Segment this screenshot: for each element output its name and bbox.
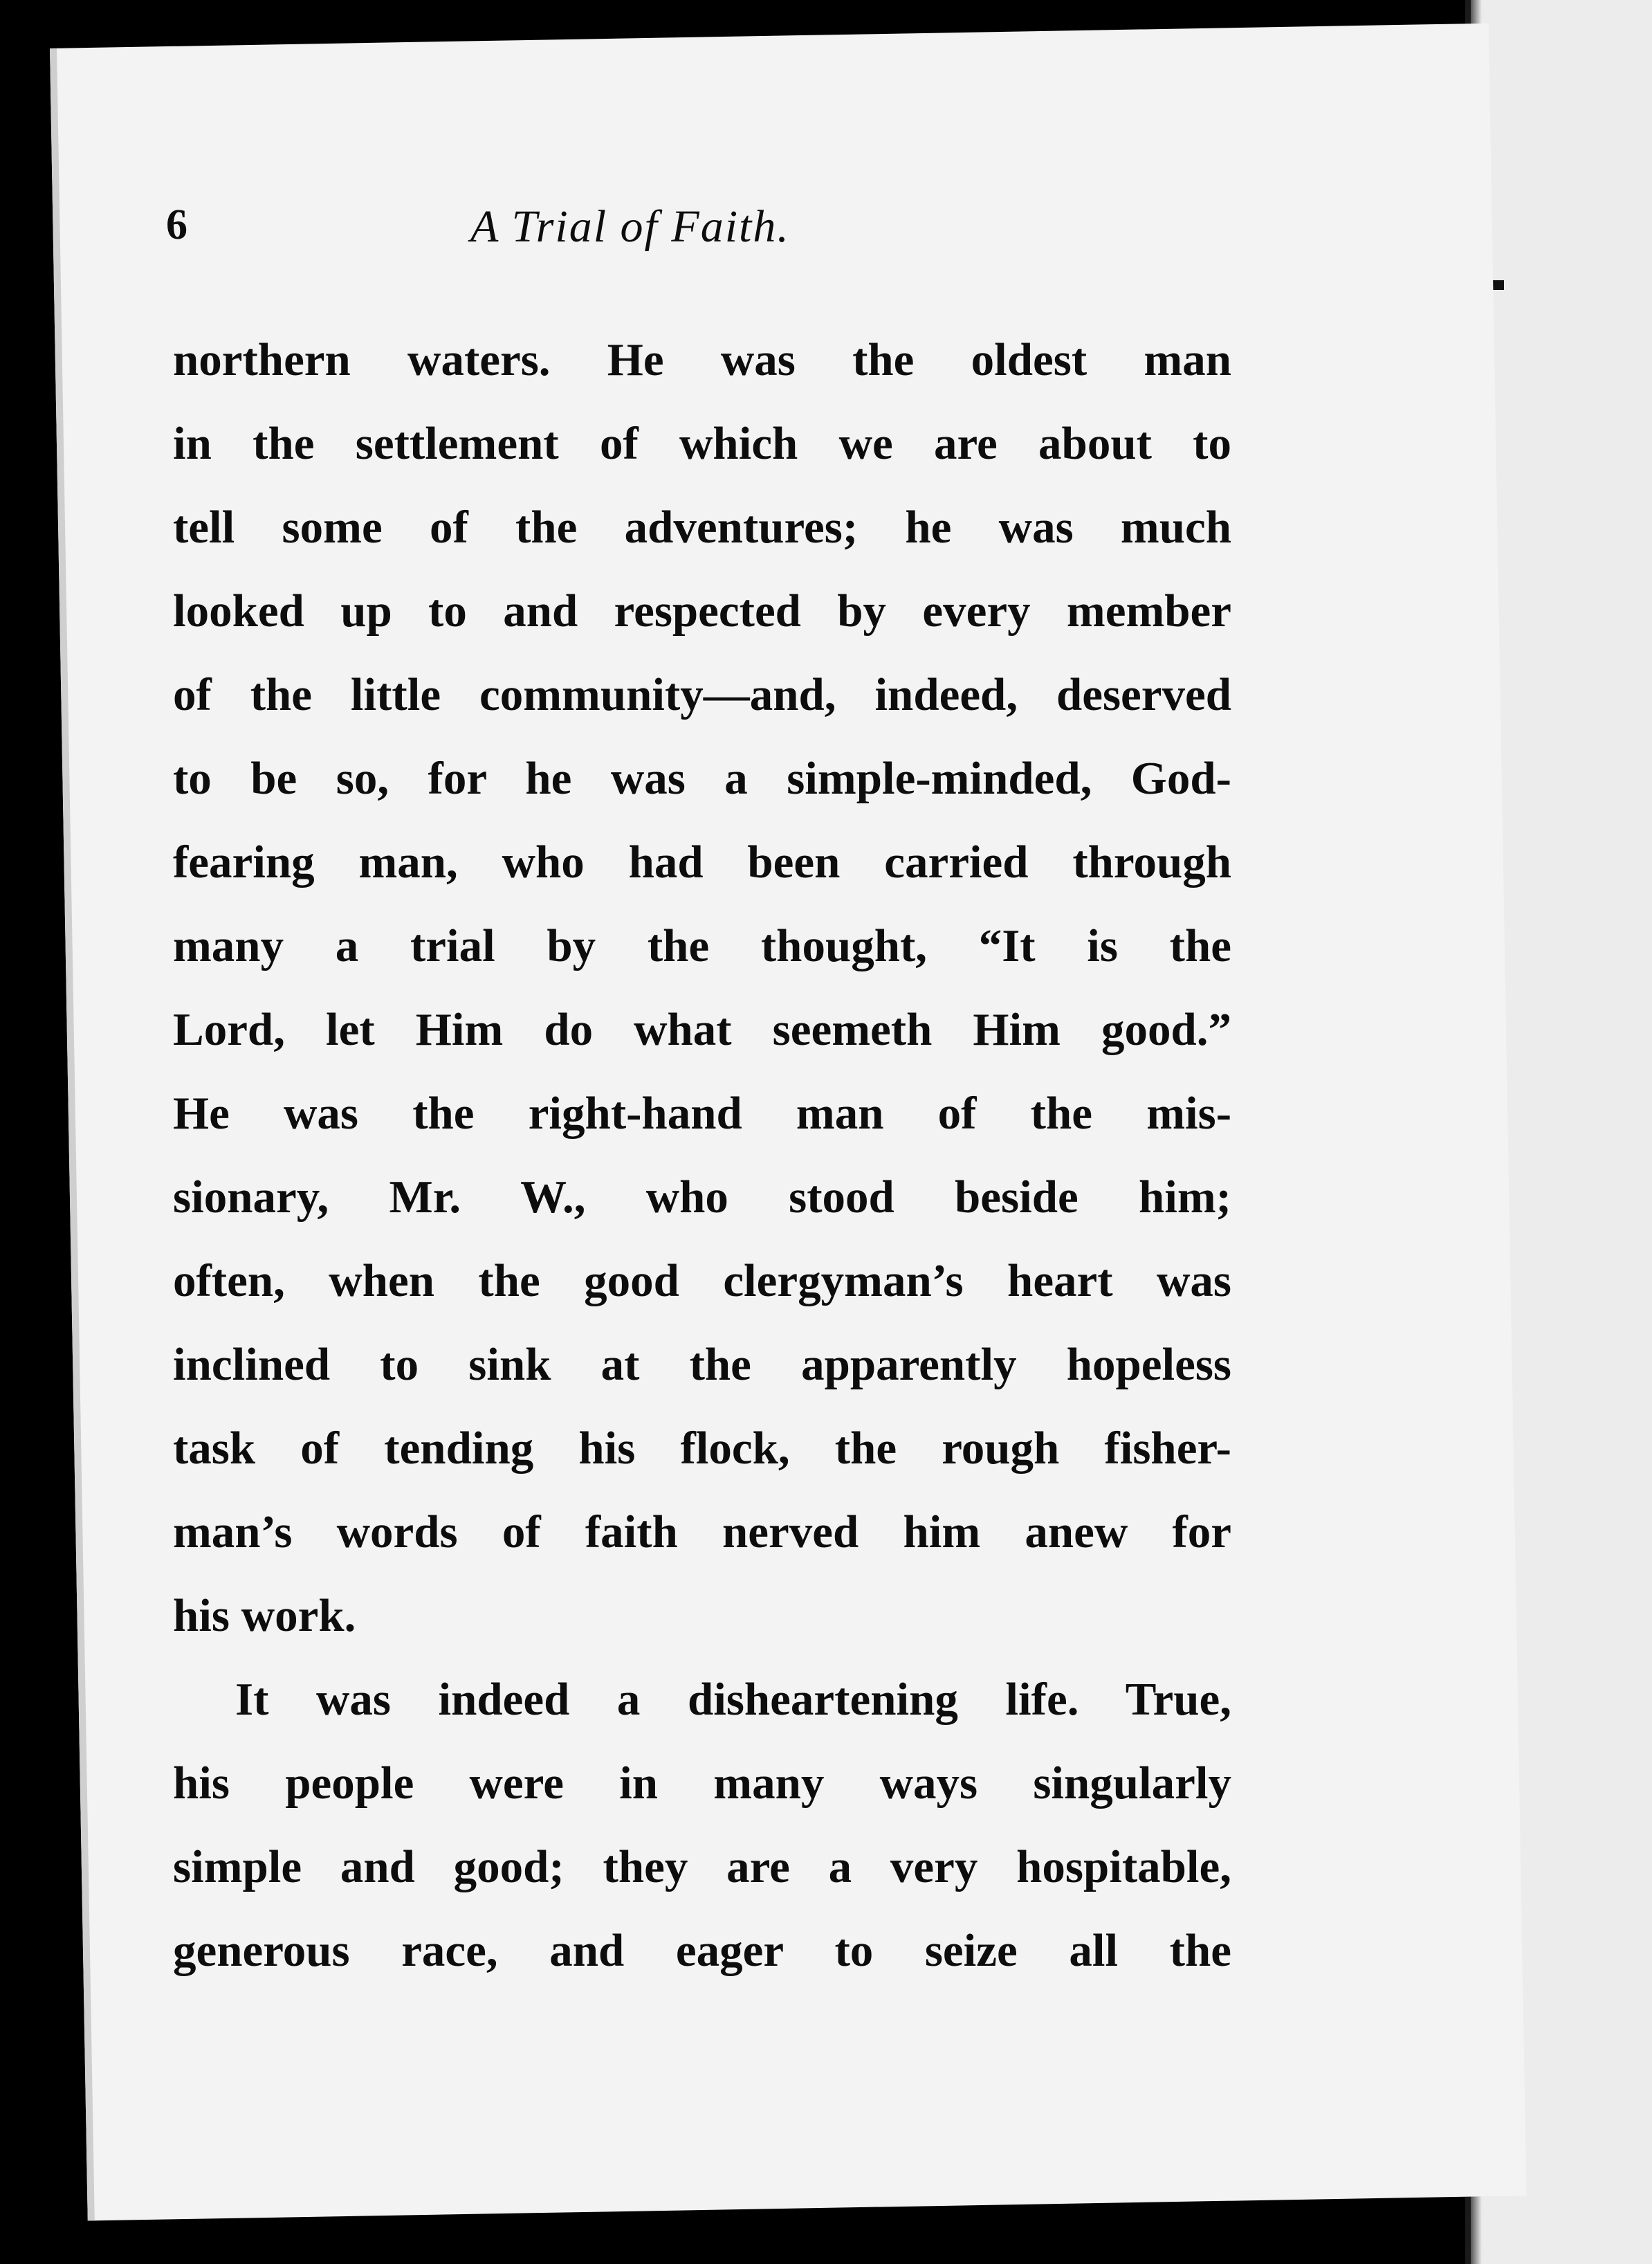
text-line: many a trial by the thought, “It is the: [173, 920, 1231, 971]
text-line: fearing man, who had been carried through: [173, 837, 1231, 888]
page-edge: [50, 48, 95, 2221]
text-line: his people were in many ways singularly: [173, 1758, 1231, 1809]
body-text: [173, 318, 1231, 1993]
text-line: northern waters. He was the oldest man: [173, 334, 1231, 385]
text-line: sionary, Mr. W., who stood beside him;: [173, 1171, 1231, 1223]
text-line: man’s words of faith nerved him anew for: [173, 1506, 1231, 1558]
paragraph: [173, 318, 1231, 1658]
page-number: 6: [166, 201, 187, 248]
text-line: in the settlement of which we are about to: [173, 418, 1231, 469]
text-line: to be so, for he was a simple-minded, God-: [173, 753, 1231, 804]
paragraph: [173, 1658, 1231, 1993]
text-line: It was indeed a disheartening life. True,: [235, 1674, 1231, 1725]
text-line: his work.: [173, 1590, 356, 1641]
text-line: often, when the good clergyman’s heart was: [173, 1255, 1231, 1306]
text-line: of the little community—and, indeed, deserved: [173, 669, 1231, 720]
text-line: Lord, let Him do what seemeth Him good.”: [173, 1004, 1231, 1055]
text-line: tell some of the adventures; he was much: [173, 502, 1231, 553]
text-line: inclined to sink at the apparently hopeless: [173, 1339, 1231, 1390]
text-line: looked up to and respected by every member: [173, 585, 1231, 637]
running-title: A Trial of Faith.: [470, 201, 790, 252]
text-line: generous race, and eager to seize all the: [173, 1925, 1231, 1976]
running-head: [166, 201, 1065, 277]
text-line: task of tending his flock, the rough fisher-: [173, 1423, 1231, 1474]
text-line: simple and good; they are a very hospitable,: [173, 1841, 1231, 1892]
text-line: He was the right-hand man of the mis-: [173, 1088, 1231, 1139]
